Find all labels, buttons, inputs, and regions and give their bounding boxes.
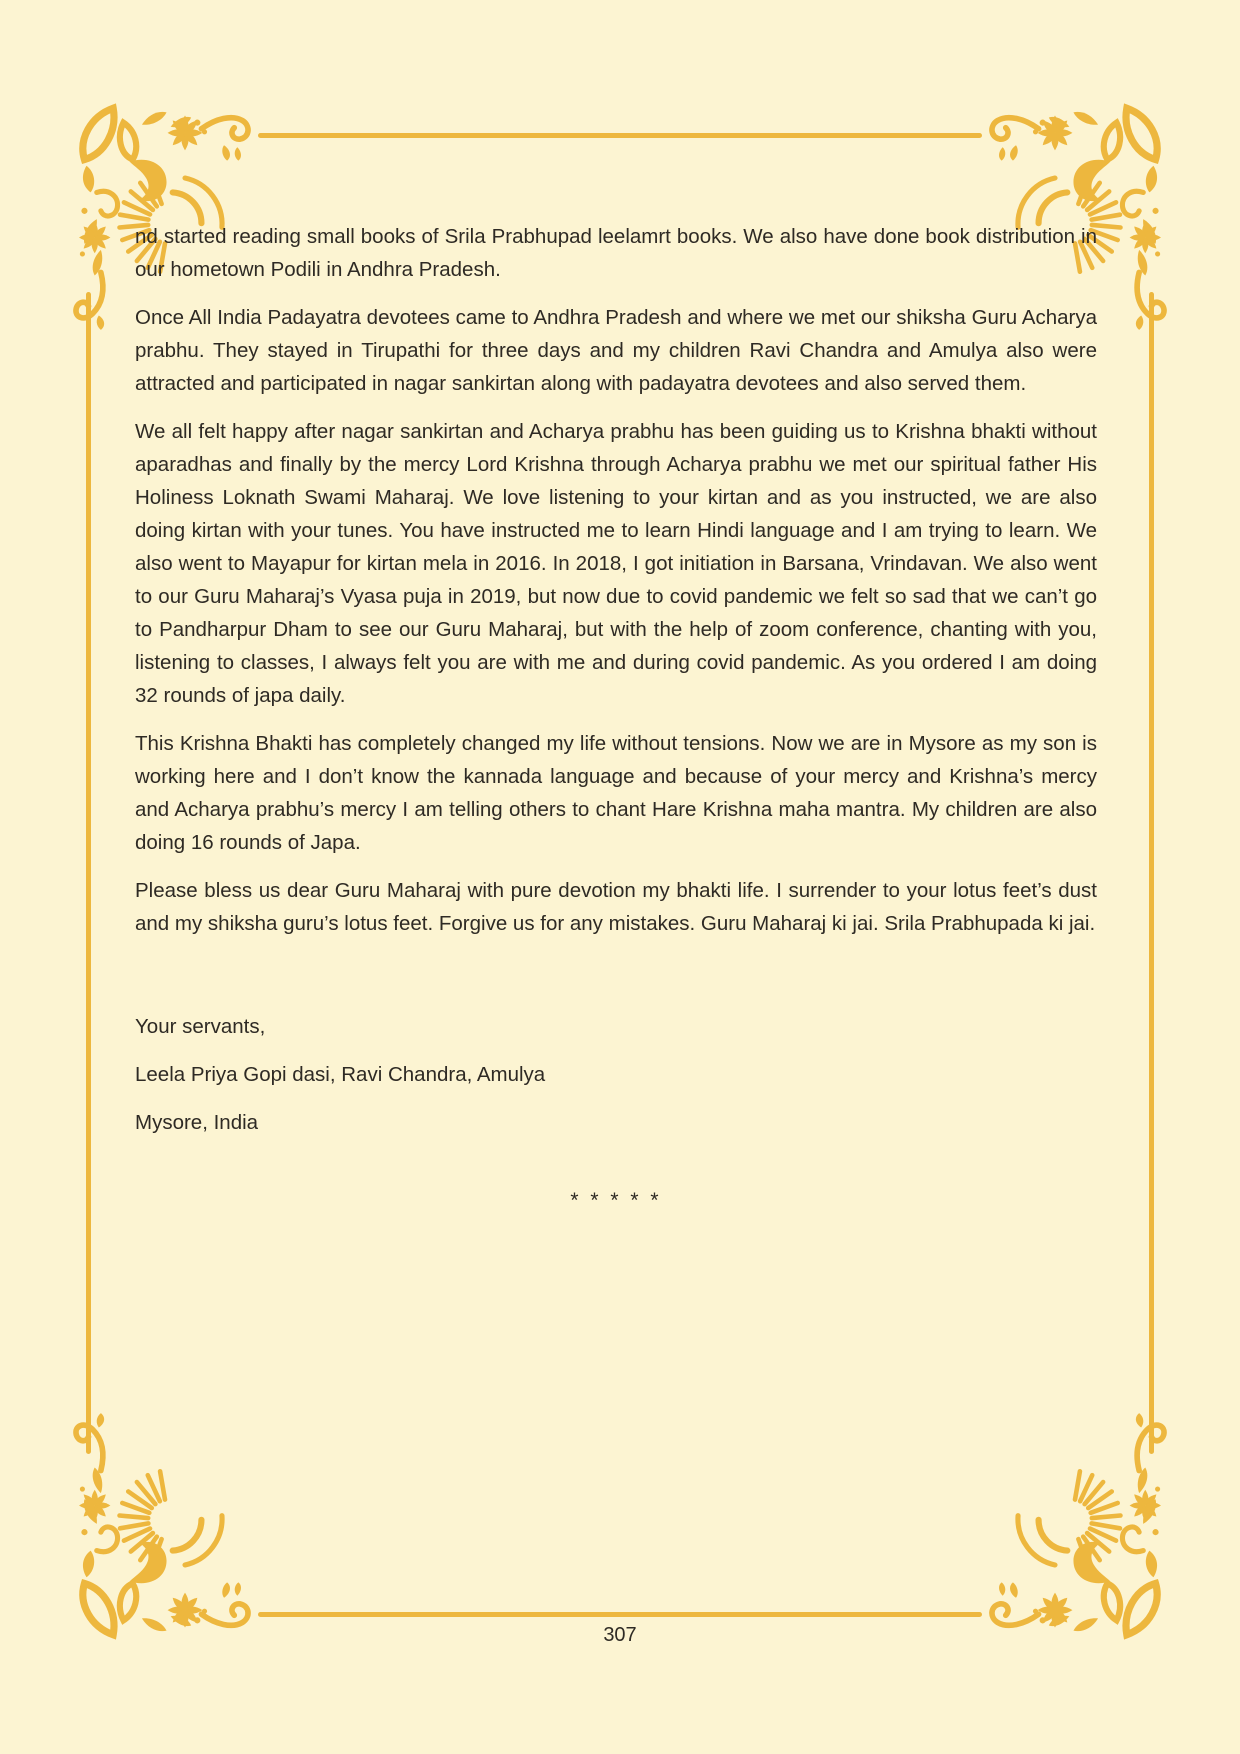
border-line-top <box>258 133 982 138</box>
closing-location: Mysore, India <box>135 1111 259 1134</box>
border-line-bottom <box>258 1612 982 1617</box>
border-line-right <box>1149 292 1154 1454</box>
letter-paragraph: Once All India Padayatra devotees came to Andhra Pradesh and where we met our shiksha Guru Acharya prabhu. They stayed in Tirupathi for three days and my children Ravi Chandra and Amulya also were attracted and participated in nagar sankirtan along with padayatra devotees and also served them. <box>135 306 1097 395</box>
letter-paragraph: nd started reading small books of Srila Prabhupad leelamrt books. We also have done book distribution in our hometown Podili in Andhra Pradesh. <box>135 225 1097 281</box>
floral-corner-ornament-bottom-right <box>980 1409 1170 1645</box>
closing-signatories: Leela Priya Gopi dasi, Ravi Chandra, Amulya <box>135 1063 546 1086</box>
page-number: 307 <box>603 1624 637 1646</box>
closing-salutation: Your servants, <box>135 1015 266 1038</box>
asterisk-separator: * * * * * <box>570 1189 662 1212</box>
border-line-left <box>86 292 91 1454</box>
letter-paragraph: Please bless us dear Guru Maharaj with pure devotion my bhakti life. I surrender to your lotus feet’s dust and my shiksha guru’s lotus feet. Forgive us for any mistakes. Guru Maharaj ki jai. Srila Prabhupada ki jai. <box>135 879 1097 935</box>
floral-corner-ornament-bottom-left <box>70 1409 260 1645</box>
letter-paragraph: This Krishna Bhakti has completely changed my life without tensions. Now we are in Mysore as my son is working here and I don’t know the kannada language and because of your mercy and Krishna’s mercy and Acharya prabhu’s mercy I am telling others to chant Hare Krishna maha mantra. My children are also doing 16 rounds of Japa. <box>135 732 1097 854</box>
letter-closing <box>135 1010 1097 1139</box>
letter-paragraph: We all felt happy after nagar sankirtan and Acharya prabhu has been guiding us to Krishna bhakti without aparadhas and finally by the mercy Lord Krishna through Acharya prabhu we met our spiritual father His Holiness Loknath Swami Maharaj. We love listening to your kirtan and as you instructed, we are also doing kirtan with your tunes. You have instructed me to learn Hindi language and I am trying to learn. We also went to Mayapur for kirtan mela in 2016. In 2018, I got initiation in Barsana, Vrindavan. We also went to our Guru Maharaj’s Vyasa puja in 2019, but now due to covid pandemic we felt so sad that we can’t go to Pandharpur Dham to see our Guru Maharaj, but with the help of zoom conference, chanting with you, listening to classes, I always felt you are with me and during covid pandemic. As you ordered I am doing 32 rounds of japa daily. <box>135 420 1097 707</box>
letter-body <box>135 220 1097 1217</box>
